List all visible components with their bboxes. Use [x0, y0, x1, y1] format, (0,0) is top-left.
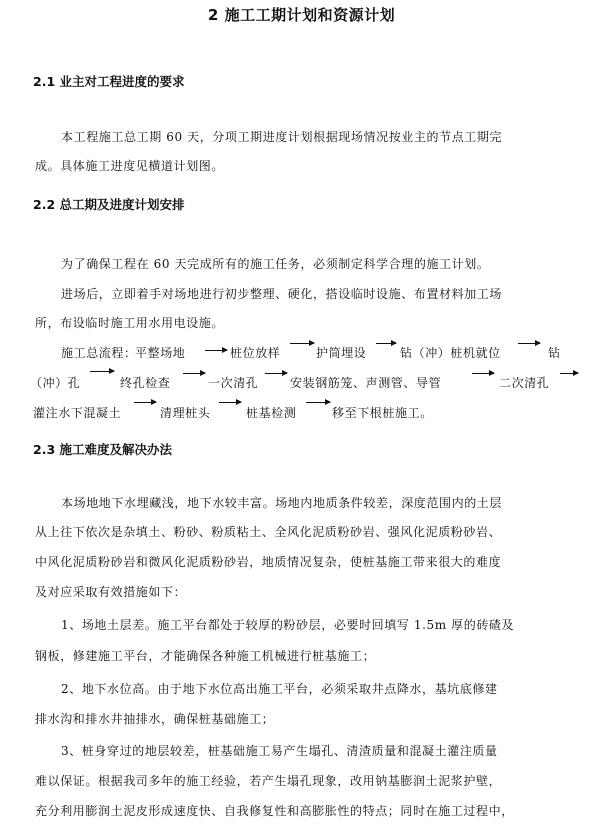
list-item-line: 1、场地土层差。施工平台都处于较厚的粉砂层，必要时回填写 1.5m 厚的砖碴及 — [61, 618, 515, 632]
flow-label: 施工总流程： — [61, 346, 137, 360]
paragraph-line: 中风化泥质粉砂岩和微风化泥质粉砂岩，地质情况复杂，使桩基施工带来很大的难度 — [35, 555, 502, 569]
flow-arrow-icon — [560, 373, 578, 374]
section-heading-2-1: 2.1 业主对工程进度的要求 — [33, 74, 185, 89]
paragraph-line: 进场后，立即着手对场地进行初步整理、硬化，搭设临时设施、布置材料加工场 — [61, 287, 503, 301]
flow-step: 钻 — [548, 346, 561, 360]
list-item-line: 难以保证。根据我司多年的施工经验，若产生塌孔现象，改用钠基膨润土泥浆护壁， — [35, 774, 502, 788]
flow-step: 灌注水下混凝土 — [33, 406, 122, 420]
flow-step: 移至下根桩施工。 — [332, 406, 433, 420]
flow-step: 钻（冲）桩机就位 — [400, 346, 501, 360]
paragraph-line: 从上往下依次是杂填土、粉砂、粉质粘土、全风化泥质粉砂岩、强风化泥质粉砂岩、 — [35, 525, 502, 539]
paragraph-line: 为了确保工程在 60 天完成所有的施工任务，必须制定科学合理的施工计划。 — [61, 257, 490, 271]
flow-arrow-icon — [376, 343, 396, 344]
flow-arrow-icon — [90, 371, 114, 372]
paragraph-line: 及对应采取有效措施如下： — [35, 585, 187, 599]
flow-step: 一次清孔 — [208, 376, 259, 390]
flow-arrow-icon — [183, 373, 205, 374]
flow-step: 护筒埋设 — [316, 346, 367, 360]
flow-step: 清理桩头 — [160, 406, 211, 420]
flow-arrow-icon — [472, 373, 494, 374]
flow-arrow-icon — [205, 350, 227, 351]
paragraph-line: 本场地地下水埋藏浅，地下水较丰富。场地内地质条件较差，深度范围内的土层 — [61, 496, 503, 510]
paragraph-line: 所，布设临时施工用水用电设施。 — [35, 316, 225, 330]
paragraph-line: 本工程施工总工期 60 天，分项工期进度计划根据现场情况按业主的节点工期完 — [61, 130, 503, 144]
flow-arrow-icon — [265, 373, 287, 374]
section-heading-2-3: 2.3 施工难度及解决办法 — [33, 442, 172, 457]
flow-step: 平整场地 — [135, 346, 186, 360]
flow-arrow-icon — [219, 402, 241, 403]
section-heading-2-2: 2.2 总工期及进度计划安排 — [33, 197, 185, 212]
list-item-line: 排水沟和排水井抽排水，确保桩基础施工； — [35, 712, 275, 726]
list-item-line: 3、桩身穿过的地层较差，桩基础施工易产生塌孔、清渣质量和混凝土灌注质量 — [61, 744, 498, 758]
flow-step: 二次清孔 — [499, 376, 550, 390]
flow-step: 终孔检查 — [120, 376, 171, 390]
list-item-line: 充分利用膨润土泥皮形成速度快、自我修复性和高膨胀性的特点；同时在施工过程中， — [35, 804, 514, 818]
flow-step: （冲）孔 — [30, 376, 81, 390]
flow-arrow-icon — [134, 402, 156, 403]
flow-step: 安装钢筋笼、声测管、导管 — [290, 376, 442, 390]
list-item-line: 2、地下水位高。由于地下水位高出施工平台，必须采取井点降水，基坑底修建 — [61, 682, 498, 696]
paragraph-line: 成。具体施工进度见横道计划图。 — [35, 159, 225, 173]
flow-arrow-icon — [290, 343, 314, 344]
flow-step: 桩位放样 — [230, 346, 281, 360]
page-title: 2 施工工期计划和资源计划 — [207, 6, 396, 24]
flow-arrow-icon — [306, 402, 330, 403]
flow-step: 桩基检测 — [246, 406, 297, 420]
list-item-line: 钢板，修建施工平台，才能确保各种施工机械进行桩基施工； — [35, 649, 376, 663]
flow-arrow-icon — [518, 343, 540, 344]
